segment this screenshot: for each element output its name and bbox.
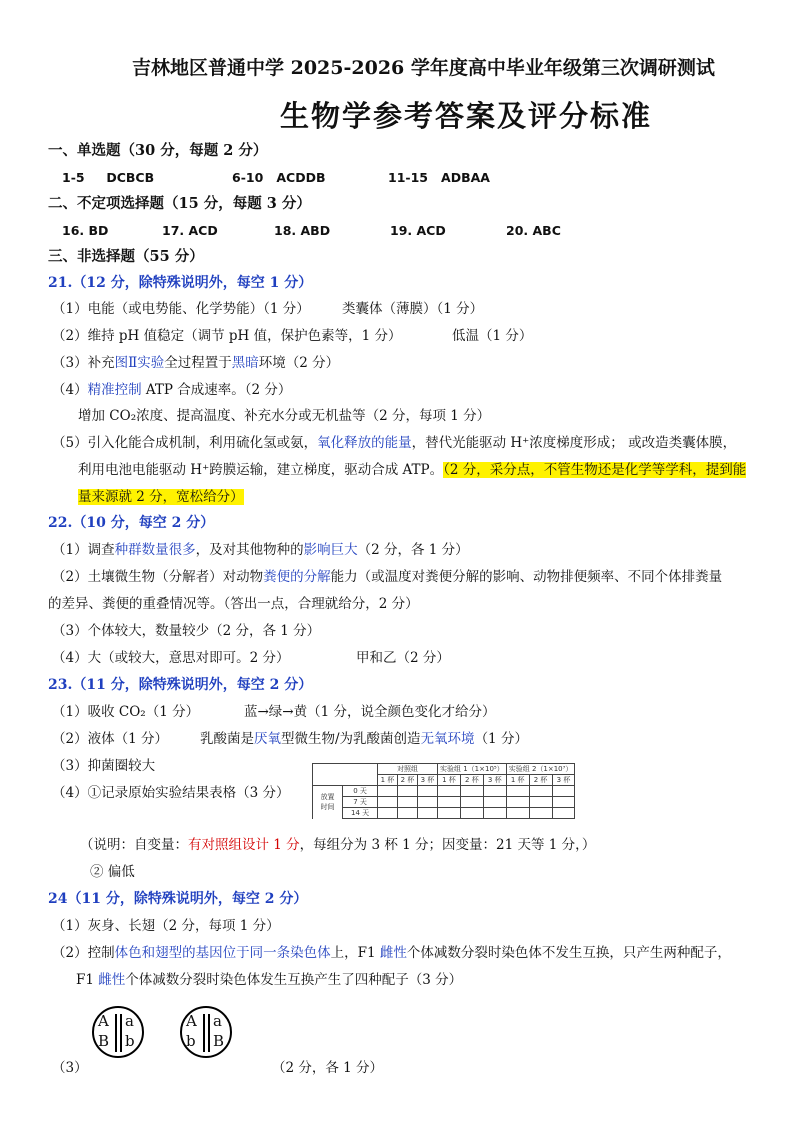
q23-answer-3: （3）抑菌圈较大 [52,758,156,774]
q22-answer-1: （1）调查种群数量很多，及对其他物种的影响巨大（2 分，各 1 分） [52,542,469,558]
q21-answer-5c: 量来源就 2 分，宽松给分） [78,489,244,505]
table-group-header: 对照组 [378,764,438,775]
q22-answer-4a: （4）大（或较大，意思对即可。2 分） [52,650,290,666]
table-cup-header: 2 杯 [529,775,552,786]
q22-answer-2: （2）土壤微生物（分解者）对动物粪便的分解能力（或温度对粪便分解的影响、动物排便频率、不同个体排粪量 [52,569,723,585]
cell-diagram-2: A a b B [180,1006,232,1058]
table-cup-header: 1 杯 [506,775,529,786]
q23-answer-4: （4）①记录原始实验结果表格（3 分） [52,785,290,801]
table-cup-header: 3 杯 [483,775,506,786]
answer-group: 6-10 ACDDB [232,170,326,185]
table-cup-header: 3 杯 [418,775,438,786]
section-heading-non-choice: 三、非选择题（55 分） [48,248,204,265]
answer-item: 19. ACD [390,223,446,238]
table-time-label: 0 天 [343,786,378,797]
table-time-label: 14 天 [343,808,378,819]
q21-answer-4b: 增加 CO₂浓度、提高温度、补充水分或无机盐等（2 分，每项 1 分） [78,408,491,424]
table-row-label: 时间 [320,803,335,812]
q23-answer-2a: （2）液体（1 分） [52,731,168,747]
q21-answer-5b: 利用电池电能驱动 H⁺跨膜运输，建立梯度，驱动合成 ATP。（2 分，采分点，不管生物还是化学等学科，提到能 [78,462,747,478]
q21-answer-2b: 低温（1 分） [452,328,533,344]
q23-answer-5: ② 偏低 [90,864,135,880]
table-cup-header: 1 杯 [438,775,461,786]
question-21-heading: 21.（12 分，除特殊说明外，每空 1 分） [48,275,313,291]
q21-answer-1a: （1）电能（或电势能、化学势能）（1 分） [52,301,310,317]
answer-item: 16. BD [62,223,109,238]
q22-answer-4b: 甲和乙（2 分） [356,650,450,666]
answer-group: 1-5 DCBCB [62,170,155,185]
q23-answer-1b: 蓝→绿→黄（1 分，说全颜色变化才给分） [244,704,496,720]
table-cup-header: 2 杯 [460,775,483,786]
question-22-heading: 22.（10 分，每空 2 分） [48,515,215,531]
q23-answer-2b: 乳酸菌是厌氧型微生物/为乳酸菌创造无氧环境（1 分） [200,731,528,747]
cell-diagram-1: A a B b [92,1006,144,1058]
question-23-heading: 23.（11 分，除特殊说明外，每空 2 分） [48,677,313,693]
q21-answer-1b: 类囊体（薄膜）（1 分） [342,301,484,317]
q24-answer-3b: （2 分，各 1 分） [272,1060,384,1076]
section-heading-multi-choice: 二、不定项选择题（15 分，每题 3 分） [48,195,311,212]
q23-answer-1a: （1）吸收 CO₂（1 分） [52,704,200,720]
table-group-header: 实验组 1（1×10⁵） [438,764,507,775]
page-title: 生物学参考答案及评分标准 [280,99,653,133]
table-row-label: 放置 [320,793,335,802]
exam-title: 吉林地区普通中学 2025-2026 学年度高中毕业年级第三次调研测试 [132,57,715,79]
q24-answer-2: （2）控制体色和翅型的基因位于同一条染色体上，F1 雌性个体减数分裂时染色体不发生互换，只产生两种配子， [52,945,731,961]
q23-note: （说明：自变量：有对照组设计 1 分，每组分为 3 杯 1 分；因变量：21 天等 1 分，） [80,837,596,853]
q24-answer-3: （3） [52,1060,88,1076]
q21-answer-3: （3）补充图Ⅱ实验全过程置于黑暗环境（2 分） [52,355,340,371]
table-cup-header: 2 杯 [398,775,418,786]
answer-item: 18. ABD [274,223,331,238]
result-record-table [312,763,575,819]
q24-answer-1: （1）灰身、长翅（2 分，每项 1 分） [52,918,280,934]
section-heading-single-choice: 一、单选题（30 分，每题 2 分） [48,142,268,159]
table-cup-header: 1 杯 [378,775,398,786]
q21-answer-4: （4）精准控制 ATP 合成速率。（2 分） [52,382,292,398]
answer-item: 17. ACD [162,223,218,238]
table-time-label: 7 天 [343,797,378,808]
q22-answer-2b: 的差异、粪便的重叠情况等。（答出一点，合理就给分，2 分） [48,596,419,612]
q21-answer-2a: （2）维持 pH 值稳定（调节 pH 值，保护色素等，1 分） [52,328,402,344]
q24-answer-2b: F1 雌性个体减数分裂时染色体发生互换产生了四种配子（3 分） [76,972,463,988]
table-cup-header: 3 杯 [552,775,575,786]
answer-item: 20. ABC [506,223,561,238]
answer-group: 11-15 ADBAA [388,170,490,185]
table-group-header: 实验组 2（1×10⁷） [506,764,575,775]
q22-answer-3: （3）个体较大，数量较少（2 分，各 1 分） [52,623,321,639]
q21-answer-5: （5）引入化能合成机制，利用硫化氢或氨，氧化释放的能量，替代光能驱动 H⁺浓度梯度形成； 或改造类囊体膜， [52,435,737,451]
question-24-heading: 24（11 分，除特殊说明外，每空 2 分） [48,891,308,907]
